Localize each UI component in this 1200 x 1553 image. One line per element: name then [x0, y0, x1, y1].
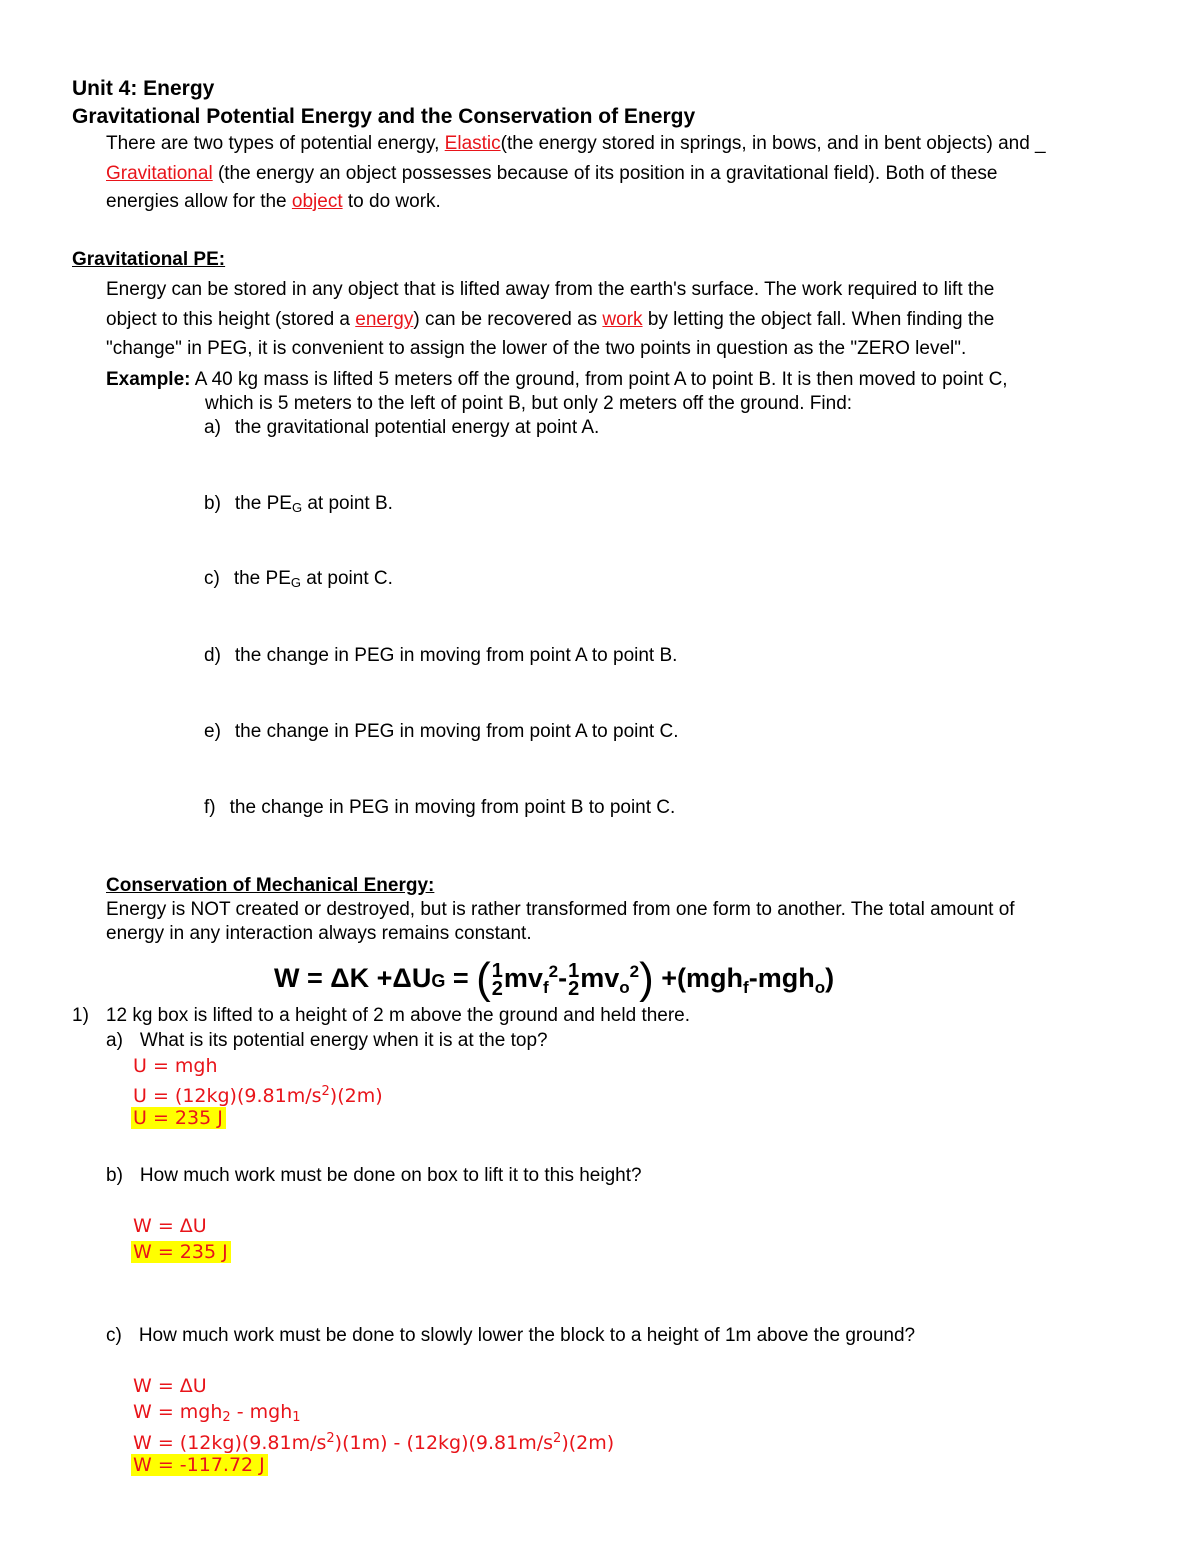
formula-sub: o: [619, 978, 630, 997]
example-text: A 40 kg mass is lifted 5 meters off the ground, from point A to point B. It is then moved to point C,: [190, 369, 1008, 390]
example-item-b: [204, 492, 393, 520]
question-label: b): [106, 1165, 123, 1186]
answer-text: )(2m): [561, 1432, 615, 1454]
formula-sub: f: [743, 978, 749, 997]
answer-a-3: [131, 1106, 226, 1130]
answer-sub: 1: [292, 1410, 301, 1425]
fraction-numerator: 1: [491, 959, 503, 982]
intro-line-2: [106, 162, 997, 186]
gpe-line-1: Energy can be stored in any object that is lifted away from the earth's surface. The work required to lift the: [106, 279, 995, 300]
intro-text: (the energy stored in springs, in bows, and in bent objects) and _: [500, 133, 1046, 154]
formula-sup: 2: [629, 962, 640, 981]
formula-eq: =: [445, 963, 477, 993]
answer-c-2: [133, 1400, 301, 1430]
fraction-denominator: 2: [491, 977, 503, 1000]
unit-title: Unit 4: Energy: [72, 77, 215, 100]
answer-c-4: [131, 1453, 268, 1477]
answer-text: )(2m): [329, 1085, 383, 1107]
problem-number: 1): [72, 1005, 89, 1026]
item-label: a): [204, 417, 221, 438]
answer-text: - mgh: [230, 1401, 293, 1423]
question-text: How much work must be done to slowly lower the block to a height of 1m above the ground?: [138, 1325, 916, 1346]
example-line-1: [106, 368, 1008, 392]
question-a: [106, 1029, 548, 1053]
intro-text: energies allow for the: [106, 191, 292, 212]
intro-line-3: [106, 190, 441, 214]
formula-sub: f: [542, 978, 549, 997]
answer-a-1: U = mgh: [133, 1055, 218, 1077]
answer-c-3: [133, 1427, 614, 1455]
answer-gravitational: Gravitational: [106, 163, 213, 184]
gpe-text: object to this height (stored a: [106, 309, 356, 330]
gpe-heading: Gravitational PE:: [72, 249, 226, 270]
item-label: e): [204, 721, 221, 742]
answer-elastic: Elastic: [444, 133, 501, 154]
answer-text: )(1m) - (12kg)(9.81m/s: [334, 1432, 554, 1454]
problem-1: [72, 1004, 690, 1028]
gpe-line-2: [106, 308, 994, 332]
answer-highlight: U = 235 J: [131, 1107, 226, 1129]
formula-close: ): [825, 963, 835, 993]
answer-text: W = (12kg)(9.81m/s: [133, 1432, 327, 1454]
formula-sup: 2: [548, 962, 559, 981]
example-item-d: [204, 644, 677, 668]
intro-line-1: [106, 132, 1046, 156]
conservation-line-1: Energy is NOT created or destroyed, but is rather transformed from one form to another. The total amount of: [106, 899, 1015, 920]
answer-sub: 2: [222, 1410, 231, 1425]
formula-plus: +: [653, 963, 678, 993]
question-c: [106, 1324, 915, 1348]
answer-c-1: W = ΔU: [133, 1375, 207, 1397]
question-label: a): [106, 1030, 123, 1051]
fraction-numerator: 1: [568, 959, 580, 982]
item-text: the change in PEG in moving from point B to point C.: [229, 797, 676, 818]
item-label: c): [204, 568, 220, 589]
item-label: b): [204, 493, 221, 514]
gpe-text: ) can be recovered as: [413, 309, 603, 330]
answer-sup: 2: [321, 1084, 330, 1099]
fraction-half: [491, 959, 503, 1000]
answer-object: object: [291, 191, 343, 212]
energy-formula: W = ΔK +ΔUG = ( 1 2 $mv_f^2-$ 1 2 $mv_o^2) +(mgh_f-mgh_o)$: [274, 954, 835, 1003]
formula-sub: o: [814, 978, 826, 997]
answer-sup: 2: [553, 1431, 562, 1446]
formula-minus: -: [558, 963, 568, 993]
question-b: [106, 1164, 642, 1188]
formula-mv: mv: [503, 963, 543, 993]
formula-lhs: W = ΔK +ΔU: [274, 963, 432, 993]
item-text: the gravitational potential energy at point A.: [234, 417, 600, 438]
example-label: Example:: [106, 369, 191, 390]
example-item-a: [204, 416, 599, 440]
answer-text: W = mgh: [133, 1401, 223, 1423]
fraction-half: [568, 959, 580, 1000]
formula-mgh: (mgh: [677, 963, 744, 993]
item-text: at point B.: [302, 493, 393, 514]
item-text: the PE: [233, 568, 291, 589]
answer-highlight: W = 235 J: [131, 1241, 231, 1263]
item-label: f): [204, 797, 216, 818]
item-text: at point C.: [301, 568, 393, 589]
item-subscript: G: [290, 575, 301, 590]
formula-mv: mv: [580, 963, 620, 993]
intro-text: There are two types of potential energy,: [106, 133, 445, 154]
answer-b-1: W = ΔU: [133, 1215, 207, 1237]
answer-work: work: [602, 309, 643, 330]
example-item-e: [204, 720, 679, 744]
answer-energy: energy: [355, 309, 414, 330]
example-line-2: which is 5 meters to the left of point B, but only 2 meters off the ground. Find:: [205, 393, 853, 414]
intro-text: (the energy an object possesses because of its position in a gravitational field). Both of these: [212, 163, 998, 184]
formula-mgh: -mgh: [748, 963, 815, 993]
question-text: How much work must be done on box to lift it to this height?: [139, 1165, 642, 1186]
example-item-c: [204, 567, 393, 595]
conservation-heading: Conservation of Mechanical Energy:: [106, 875, 435, 896]
item-label: d): [204, 645, 221, 666]
answer-sup: 2: [326, 1431, 335, 1446]
item-subscript: G: [291, 500, 303, 515]
problem-statement: 12 kg box is lifted to a height of 2 m above the ground and held there.: [105, 1005, 691, 1026]
answer-a-2: [133, 1080, 383, 1108]
example-item-f: [204, 796, 675, 820]
formula-sub: G: [431, 971, 446, 991]
section-title: Gravitational Potential Energy and the Conservation of Energy: [72, 105, 696, 128]
question-label: c): [106, 1325, 122, 1346]
item-text: the PE: [234, 493, 292, 514]
fraction-denominator: 2: [568, 977, 580, 1000]
answer-b-2: [131, 1240, 231, 1264]
answer-text: U = (12kg)(9.81m/s: [133, 1085, 322, 1107]
answer-highlight: W = -117.72 J: [131, 1454, 268, 1476]
question-text: What is its potential energy when it is at the top?: [139, 1030, 548, 1051]
gpe-line-3: "change" in PEG, it is convenient to assign the lower of the two points in question as the "ZERO level".: [106, 338, 967, 359]
conservation-line-2: energy in any interaction always remains constant.: [106, 923, 532, 944]
intro-text: to do work.: [342, 191, 441, 212]
gpe-text: by letting the object fall. When finding the: [642, 309, 995, 330]
item-text: the change in PEG in moving from point A to point B.: [234, 645, 678, 666]
item-text: the change in PEG in moving from point A to point C.: [234, 721, 679, 742]
